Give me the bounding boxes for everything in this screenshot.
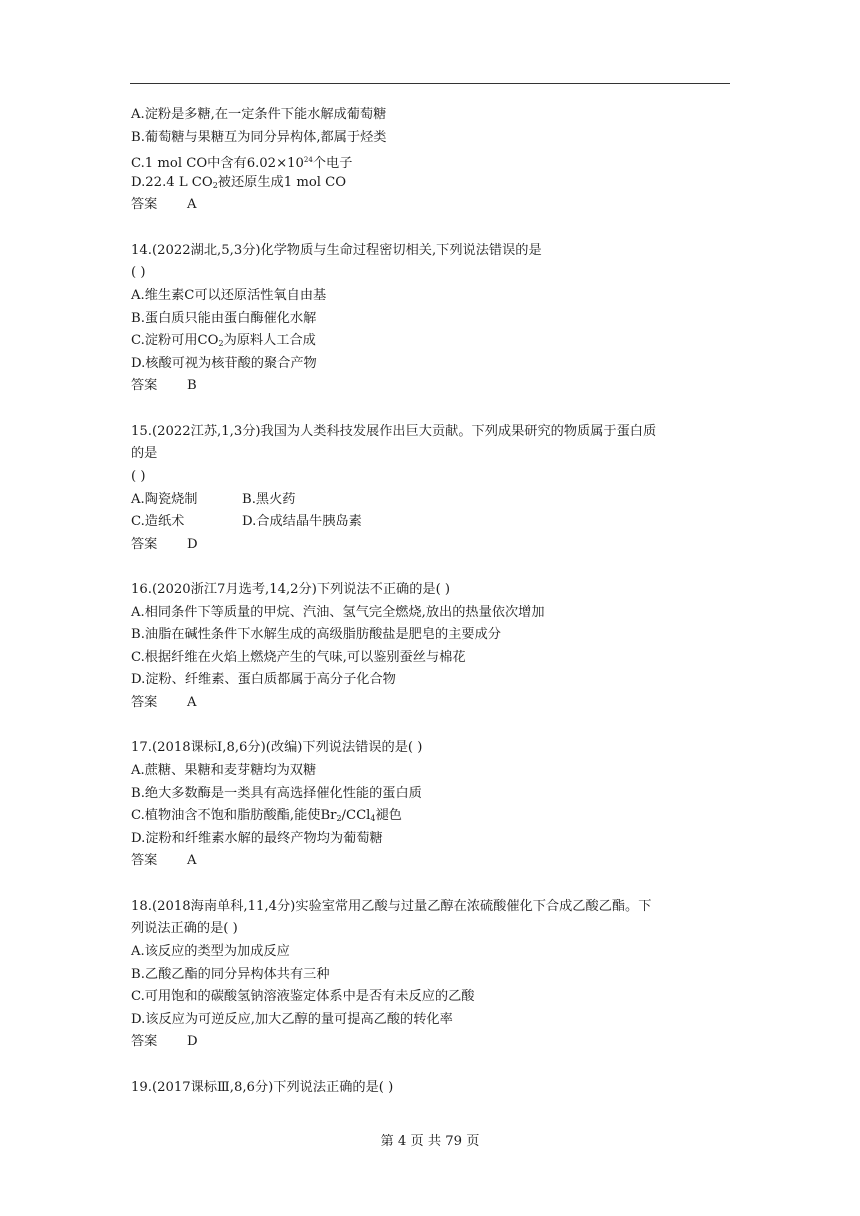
question-stem-cont: 列说法正确的是( ) xyxy=(131,921,238,937)
answer-bracket: ( ) xyxy=(131,468,146,484)
answer-value: D xyxy=(187,1034,198,1050)
option-c: C.造纸术 xyxy=(131,514,185,530)
option-c: C.淀粉可用$CO_2$为原料人工合成 xyxy=(131,333,316,349)
answer-label: 答案 xyxy=(131,197,158,213)
option-row-ab xyxy=(131,489,731,512)
answer-value: A xyxy=(187,197,197,213)
question-17 xyxy=(131,737,731,873)
answer-line xyxy=(131,194,731,217)
option-b: B.黑火药 xyxy=(242,491,296,507)
option-d: D.核酸可视为核苷酸的聚合产物 xyxy=(131,355,317,371)
option-b: B.蛋白质只能由蛋白酶催化水解 xyxy=(131,310,317,326)
question-16 xyxy=(131,579,731,715)
option-a: A.蔗糖、果糖和麦芽糖均为双糖 xyxy=(131,763,317,779)
header-rule xyxy=(130,83,730,84)
question-13 xyxy=(131,104,731,217)
answer-line xyxy=(131,534,731,557)
question-19 xyxy=(131,1077,731,1100)
option-d: D.淀粉和纤维素水解的最终产物均为葡萄糖 xyxy=(131,830,383,846)
page-number: 第 4 页 共 79 页 xyxy=(380,1134,480,1149)
option-d: D.合成结晶牛胰岛素 xyxy=(242,514,362,530)
question-14 xyxy=(131,240,731,398)
question-stem: 15.(2022江苏,1,3分)我国为人类科技发展作出巨大贡献。下列成果研究的物质属于蛋白质 xyxy=(131,423,657,439)
page-content xyxy=(131,104,731,1099)
question-stem: 14.(2022湖北,5,3分)化学物质与生命过程密切相关,下列说法错误的是 xyxy=(131,242,542,258)
option-d: D.淀粉、纤维素、蛋白质都属于高分子化合物 xyxy=(131,672,396,688)
answer-value: A xyxy=(187,695,197,711)
option-b: B.葡萄糖与果糖互为同分异构体,都属于烃类 xyxy=(131,129,387,145)
option-a: A.该反应的类型为加成反应 xyxy=(131,943,290,959)
answer-bracket: ( ) xyxy=(131,265,146,281)
question-stem-cont: 的是 xyxy=(131,446,158,462)
answer-line xyxy=(131,1031,731,1054)
answer-value: D xyxy=(187,536,198,552)
option-a: A.相同条件下等质量的甲烷、汽油、氢气完全燃烧,放出的热量依次增加 xyxy=(131,604,545,620)
answer-label: 答案 xyxy=(131,853,158,869)
answer-value: B xyxy=(187,378,197,394)
option-b: B.油脂在碱性条件下水解生成的高级脂肪酸盐是肥皂的主要成分 xyxy=(131,627,501,643)
answer-line xyxy=(131,375,731,398)
option-a: A.淀粉是多糖,在一定条件下能水解成葡萄糖 xyxy=(131,107,387,122)
option-a: A.维生素C可以还原活性氧自由基 xyxy=(131,287,327,303)
answer-line xyxy=(131,850,731,873)
option-d: D.该反应为可逆反应,加大乙醇的量可提高乙酸的转化率 xyxy=(131,1011,453,1027)
question-18 xyxy=(131,896,731,1054)
question-stem: 19.(2017课标Ⅲ,8,6分)下列说法正确的是( ) xyxy=(131,1079,394,1095)
option-b: B.绝大多数酶是一类具有高选择催化性能的蛋白质 xyxy=(131,785,422,801)
option-c: C.1 mol CO中含有$6.02\times 10^{24}$个电子 xyxy=(131,156,353,172)
question-stem: 17.(2018课标Ⅰ,8,6分)(改编)下列说法错误的是( ) xyxy=(131,740,423,756)
question-stem: 16.(2020浙江7月选考,14,2分)下列说法不正确的是( ) xyxy=(131,582,451,598)
option-b: B.乙酸乙酯的同分异构体共有三种 xyxy=(131,966,330,982)
answer-label: 答案 xyxy=(131,1034,158,1050)
answer-line xyxy=(131,692,731,715)
question-stem: 18.(2018海南单科,11,4分)实验室常用乙酸与过量乙醇在浓硫酸催化下合成乙酸乙酯。下 xyxy=(131,898,652,914)
answer-label: 答案 xyxy=(131,536,158,552)
question-15 xyxy=(131,421,731,557)
option-c: C.根据纤维在火焰上燃烧产生的气味,可以鉴别蚕丝与棉花 xyxy=(131,649,466,665)
answer-value: A xyxy=(187,853,197,869)
option-a: A.陶瓷烧制 xyxy=(131,491,198,507)
option-c: C.植物油含不饱和脂肪酸酯,能使$Br_2/CCl_4$褪色 xyxy=(131,808,402,824)
option-c: C.可用饱和的碳酸氢钠溶液鉴定体系中是否有未反应的乙酸 xyxy=(131,989,475,1005)
answer-label: 答案 xyxy=(131,695,158,711)
option-row-cd xyxy=(131,511,731,534)
answer-label: 答案 xyxy=(131,378,158,394)
option-d: D.22.4 L $CO_2$被还原生成1 mol CO xyxy=(131,174,347,190)
